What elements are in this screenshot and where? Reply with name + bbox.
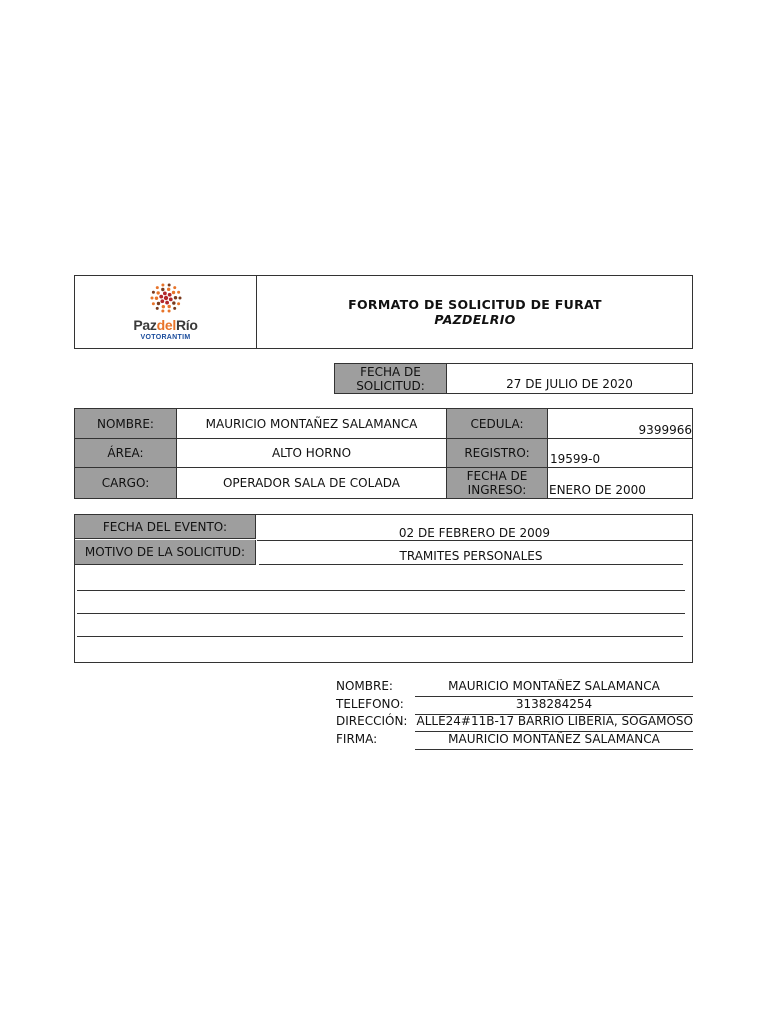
fecha-evento-label: FECHA DEL EVENTO: [75, 515, 256, 539]
header-box [74, 275, 693, 349]
logo-dot [172, 291, 175, 294]
logo-dot [168, 309, 171, 312]
company-logo [75, 276, 256, 348]
firma-nombre-label: NOMBRE: [336, 679, 393, 693]
evento-box [74, 514, 693, 663]
cargo-label: CARGO: [75, 468, 176, 498]
firma-nombre-value[interactable]: MAURICIO MONTAÑEZ SALAMANCA [415, 679, 693, 697]
fecha-solicitud-box [334, 363, 693, 394]
cedula-label: CEDULA: [447, 409, 547, 438]
document-subtitle: PAZDELRIO [434, 312, 516, 327]
logo-dot [167, 305, 170, 308]
logo-dot [177, 302, 180, 305]
registro-value[interactable]: 19599-0 [550, 452, 601, 466]
logo-dot [174, 296, 177, 299]
logo-dot [162, 305, 165, 308]
logo-dot [161, 309, 164, 312]
motivo-line-4 [77, 636, 683, 637]
logo-dot [161, 288, 164, 291]
logo-dot [155, 297, 158, 300]
logo-text-rio: Río [175, 317, 198, 333]
logo-dot [156, 286, 159, 289]
motivo-line-3 [77, 613, 685, 614]
logo-dot [152, 302, 155, 305]
fecha-ingreso-value[interactable]: ENERO DE 2000 [549, 483, 646, 497]
firma-firma-label: FIRMA: [336, 732, 378, 746]
cedula-value[interactable]: 9399966 [638, 423, 692, 437]
logo-subtext: VOTORANTIM [140, 334, 191, 341]
logo-dot [160, 299, 164, 303]
logo-dot [178, 297, 181, 300]
area-label: ÁREA: [75, 439, 176, 467]
logo-dot [156, 291, 159, 294]
logo-text-paz: Paz [133, 317, 157, 333]
firma-telefono-value[interactable]: 3138284254 [415, 697, 693, 715]
datos-personales-grid [74, 408, 693, 499]
logo-dot [163, 291, 167, 295]
logo-dot [161, 284, 164, 287]
logo-dot [164, 296, 168, 300]
logo-dot [165, 301, 169, 305]
logo-wordmark [75, 317, 256, 333]
fecha-solicitud-value[interactable]: 27 DE JULIO DE 2020 [506, 377, 633, 391]
logo-dot [173, 286, 176, 289]
firma-firma-value[interactable]: MAURICIO MONTAÑEZ SALAMANCA [415, 732, 693, 750]
logo-dot [167, 288, 170, 291]
logo-dot [168, 284, 171, 287]
logo-dot [156, 307, 159, 310]
logo-dot [168, 293, 172, 297]
logo-dot [173, 307, 176, 310]
firma-telefono-label: TELEFONO: [336, 697, 404, 711]
logo-dot [169, 298, 173, 302]
registro-label: REGISTRO: [447, 439, 547, 467]
fecha-solicitud-label: FECHA DE SOLICITUD: [335, 364, 447, 393]
fecha-ingreso-label: FECHA DE INGRESO: [447, 468, 547, 498]
logo-dot [177, 291, 180, 294]
nombre-value[interactable]: MAURICIO MONTAÑEZ SALAMANCA [205, 416, 418, 431]
motivo-value[interactable]: TRAMITES PERSONALES [399, 549, 543, 563]
logo-text-del: del [156, 317, 176, 333]
cargo-value[interactable]: OPERADOR SALA DE COLADA [222, 476, 401, 490]
motivo-underline [259, 564, 683, 565]
firma-direccion-value[interactable]: ALLE24#11B-17 BARRIO LIBERIA, SOGAMOSO [415, 714, 693, 732]
nombre-label: NOMBRE: [75, 409, 176, 438]
logo-dot [159, 295, 163, 299]
fecha-evento-value[interactable]: 02 DE FEBRERO DE 2009 [398, 526, 551, 540]
motivo-label: MOTIVO DE LA SOLICITUD: [75, 540, 256, 565]
logo-dot [151, 296, 154, 299]
motivo-line-2 [77, 590, 685, 591]
logo-dot [157, 302, 160, 305]
area-value[interactable]: ALTO HORNO [271, 446, 352, 460]
logo-dot [172, 301, 175, 304]
logo-dot [152, 291, 155, 294]
document-title-area [257, 276, 693, 348]
logo-burst-icon [146, 281, 186, 315]
firma-direccion-label: DIRECCIÓN: [336, 714, 408, 728]
document-title: FORMATO DE SOLICITUD DE FURAT [348, 297, 602, 312]
